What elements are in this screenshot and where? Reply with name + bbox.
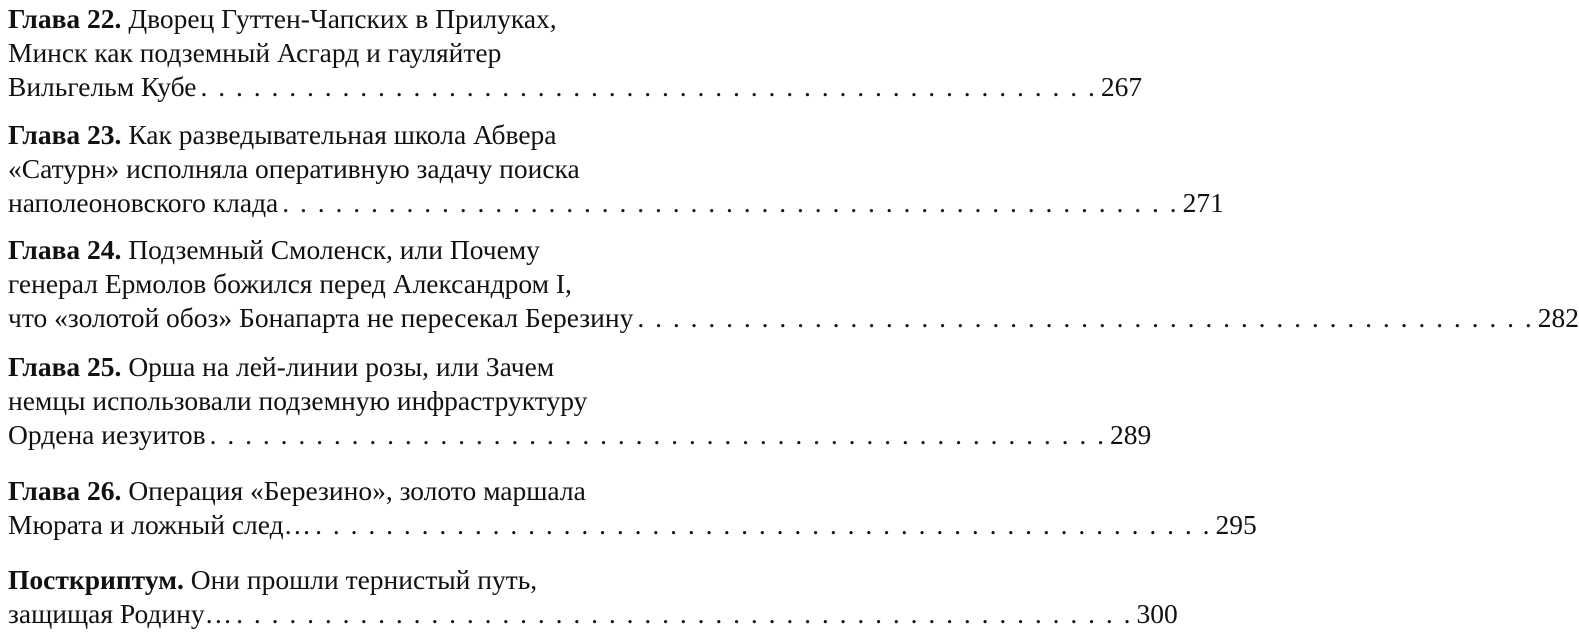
chapter-label: Глава 23. (8, 119, 122, 150)
page-number: 300 (1136, 598, 1178, 629)
entry-title-line (8, 2, 706, 36)
page-number: 271 (1182, 187, 1224, 218)
chapter-label: Глава 26. (8, 475, 122, 506)
entry-title-text: Мюрата и ложный след… (8, 509, 312, 540)
dot-leader: . . . . . . . . . . . . . . . . . . . . . . . . . . . . . . . . . . . . . . . . . . . . . . . . . . . (315, 509, 1212, 540)
entry-title-text: наполеоновского клада (8, 187, 279, 218)
entry-title-text: Дворец Гуттен-Чапских в Прилуках, (128, 3, 557, 34)
dot-leader: . . . . . . . . . . . . . . . . . . . . . . . . . . . . . . . . . . . . . . . . . . . . . . . . . . . (200, 71, 1097, 102)
entry-title-text: Как разведывательная школа Абвера (128, 119, 557, 150)
dot-leader: . . . . . . . . . . . . . . . . . . . . . . . . . . . . . . . . . . . . . . . . . . . . . . . . . . . (282, 187, 1179, 218)
page-number: 295 (1215, 509, 1257, 540)
entry-last-line (8, 186, 1224, 220)
entry-last-line (8, 301, 1579, 335)
dot-leader: . . . . . . . . . . . . . . . . . . . . . . . . . . . . . . . . . . . . . . . . . . . . . . . . . . . (209, 419, 1107, 450)
entry-title-text: что «золотой обоз» Бонапарта не пересекал Березину (8, 302, 634, 333)
page-number: 282 (1537, 302, 1579, 333)
entry-title-text: защищая Родину… (8, 598, 233, 629)
toc-entry-chapter-24[interactable] (8, 233, 1579, 335)
entry-title-text: Орша на лей-линии розы, или Зачем (128, 351, 555, 382)
entry-title-text: Вильгельм Кубе (8, 71, 197, 102)
entry-title-text: Подземный Смоленск, или Почему (128, 234, 540, 265)
entry-title-line (8, 474, 706, 508)
toc-entry-chapter-22[interactable] (8, 2, 1143, 104)
entry-last-line (8, 418, 1152, 452)
entry-title-line (8, 350, 706, 384)
entry-title-line (8, 233, 706, 267)
entry-title-text: Операция «Березино», золото маршала (128, 475, 586, 506)
chapter-label: Глава 25. (8, 351, 122, 382)
entry-title-line: генерал Ермолов божился перед Александром I, (8, 268, 572, 299)
entry-title-text: Ордена иезуитов (8, 419, 206, 450)
entry-last-line (8, 597, 1178, 631)
entry-title-line (8, 563, 706, 597)
page-number: 289 (1110, 419, 1152, 450)
entry-last-line (8, 508, 1257, 542)
entry-last-line (8, 70, 1143, 104)
entry-title-text: Они прошли тернистый путь, (190, 564, 538, 595)
chapter-label: Глава 22. (8, 3, 122, 34)
dot-leader: . . . . . . . . . . . . . . . . . . . . . . . . . . . . . . . . . . . . . . . . . . . . . . . . . . . (637, 302, 1534, 333)
toc-entry-chapter-23[interactable] (8, 118, 1224, 220)
chapter-label: Посткриптум. (8, 564, 184, 595)
entry-title-line: немцы использовали подземную инфраструктуру (8, 385, 588, 416)
entry-title-line (8, 118, 706, 152)
dot-leader: . . . . . . . . . . . . . . . . . . . . . . . . . . . . . . . . . . . . . . . . . . . . . . . . . . . (236, 598, 1133, 629)
page-number: 267 (1100, 71, 1143, 102)
toc-entry-chapter-26[interactable] (8, 474, 1257, 542)
entry-title-line: «Сатурн» исполняла оперативную задачу поиска (8, 153, 580, 184)
toc-entry-postscript[interactable] (8, 563, 1178, 631)
entry-title-line: Минск как подземный Асгард и гауляйтер (8, 37, 502, 68)
toc-entry-chapter-25[interactable] (8, 350, 1152, 452)
chapter-label: Глава 24. (8, 234, 122, 265)
